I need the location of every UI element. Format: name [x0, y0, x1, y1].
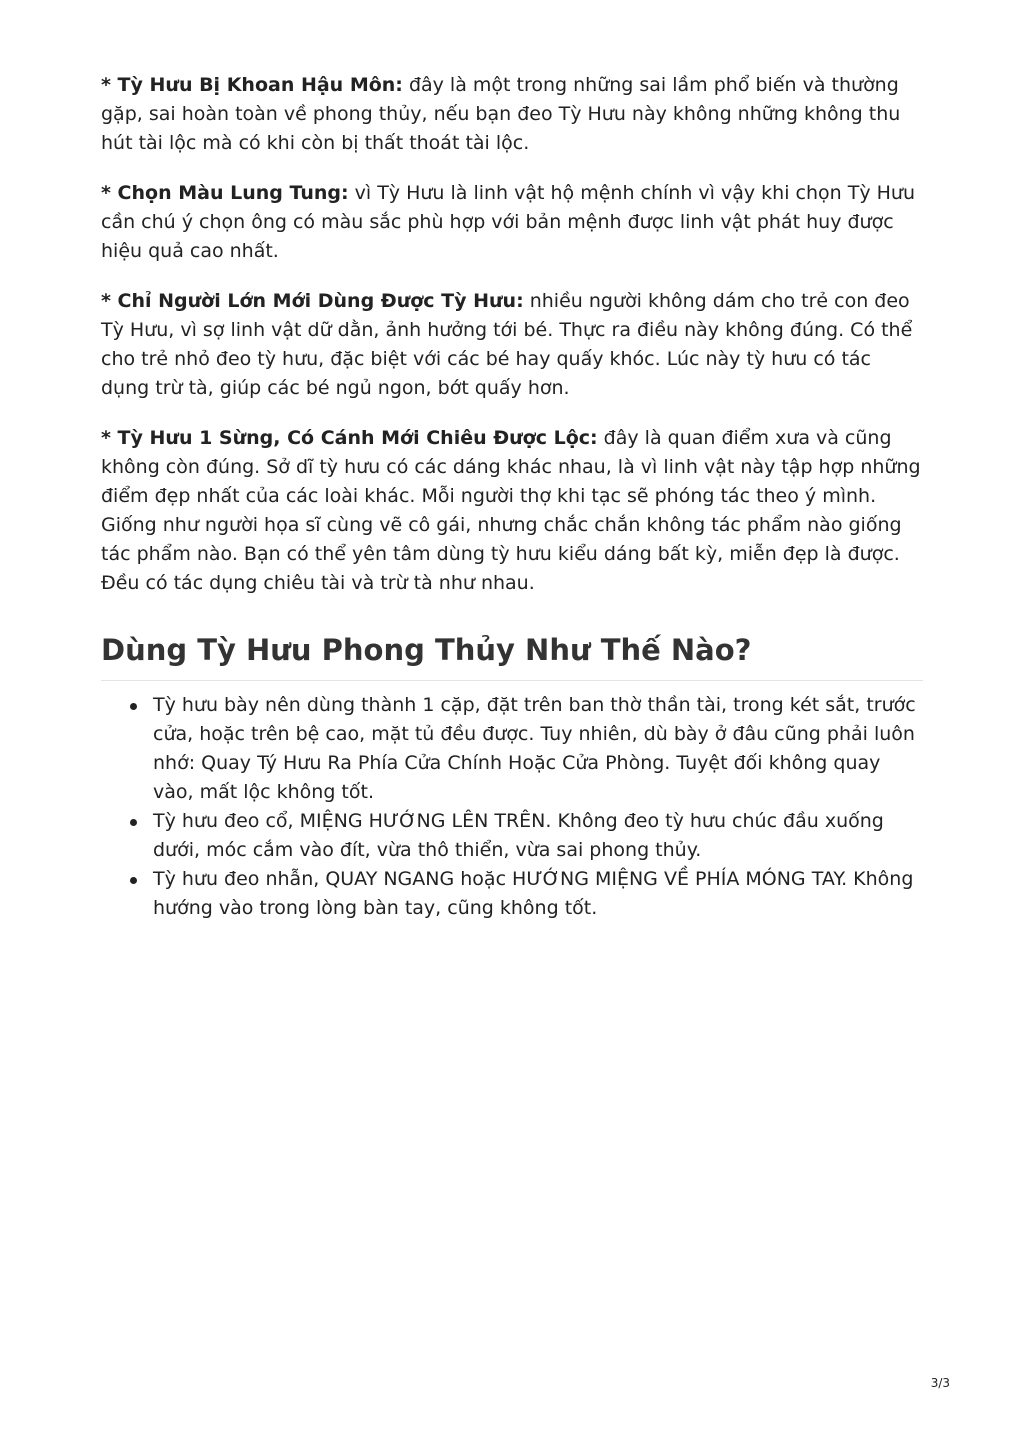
paragraph-khoan-hau-mon: [101, 71, 923, 158]
bullet-icon: [130, 819, 137, 826]
paragraph-chon-mau: [101, 179, 923, 266]
list-item: [101, 691, 923, 807]
bullet-icon: [130, 877, 137, 884]
paragraph-text: đây là một trong những sai lầm phổ biến và thường gặp, sai hoàn toàn về phong thủy, nếu bạn đeo Tỳ Hưu này không những không thu hút tài lộc mà có khi còn bị thất thoát tài lộc.: [101, 74, 901, 154]
paragraph-nguoi-lon: [101, 287, 923, 403]
list-item-text: Tỳ hưu đeo cổ, MIỆNG HƯỚNG LÊN TRÊN. Không đeo tỳ hưu chúc đầu xuống dưới, móc cắm vào đít, vừa thô thiển, vừa sai phong thủy.: [153, 810, 884, 861]
paragraph-text: nhiều người không dám cho trẻ con đeo Tỳ Hưu, vì sợ linh vật dữ dằn, ảnh hưởng tới bé. Thực ra điều này không đúng. Có thể cho trẻ nhỏ đeo tỳ hưu, đặc biệt với các bé hay quấy khóc. Lúc này tỳ hưu có tác dụng trừ tà, giúp các bé ngủ ngon, bớt quấy hơn.: [101, 290, 913, 399]
list-item: [101, 865, 923, 923]
bullet-list: [101, 691, 923, 923]
document-body: [101, 71, 923, 923]
paragraph-bold-lead: * Chọn Màu Lung Tung:: [101, 182, 349, 204]
paragraph-bold-lead: * Tỳ Hưu 1 Sừng, Có Cánh Mới Chiêu Được Lộc:: [101, 427, 598, 449]
paragraph-text: vì Tỳ Hưu là linh vật hộ mệnh chính vì vậy khi chọn Tỳ Hưu cần chú ý chọn ông có màu sắc phù hợp với bản mệnh được linh vật phát huy được hiệu quả cao nhất.: [101, 182, 915, 262]
bullet-icon: [130, 703, 137, 710]
list-item-text: Tỳ hưu đeo nhẫn, QUAY NGANG hoặc HƯỚNG MIỆNG VỀ PHÍA MÓNG TAY. Không hướng vào trong lòng bàn tay, cũng không tốt.: [153, 868, 914, 919]
section-heading: Dùng Tỳ Hưu Phong Thủy Như Thế Nào?: [101, 630, 923, 681]
list-item: [101, 807, 923, 865]
list-item-text: Tỳ hưu bày nên dùng thành 1 cặp, đặt trên ban thờ thần tài, trong két sắt, trước cửa, hoặc trên bệ cao, mặt tủ đều được. Tuy nhiên, dù bày ở đâu cũng phải luôn nhớ: Quay Tý Hưu Ra Phía Cửa Chính Hoặc Cửa Phòng. Tuyệt đối không quay vào, mất lộc không tốt.: [153, 694, 916, 803]
paragraph-mot-sung: [101, 424, 923, 598]
paragraph-bold-lead: * Chỉ Người Lớn Mới Dùng Được Tỳ Hưu:: [101, 290, 524, 312]
paragraph-bold-lead: * Tỳ Hưu Bị Khoan Hậu Môn:: [101, 74, 403, 96]
page-number: 3/3: [930, 1376, 950, 1390]
paragraph-text: đây là quan điểm xưa và cũng không còn đúng. Sở dĩ tỳ hưu có các dáng khác nhau, là vì linh vật này tập hợp những điểm đẹp nhất của các loài khác. Mỗi người thợ khi tạc sẽ phóng tác theo ý mình. Giống như người họa sĩ cùng vẽ cô gái, nhưng chắc chắn không tác phẩm nào giống tác phẩm nào. Bạn có thể yên tâm dùng tỳ hưu kiểu dáng bất kỳ, miễn đẹp là được. Đều có tác dụng chiêu tài và trừ tà như nhau.: [101, 427, 921, 594]
